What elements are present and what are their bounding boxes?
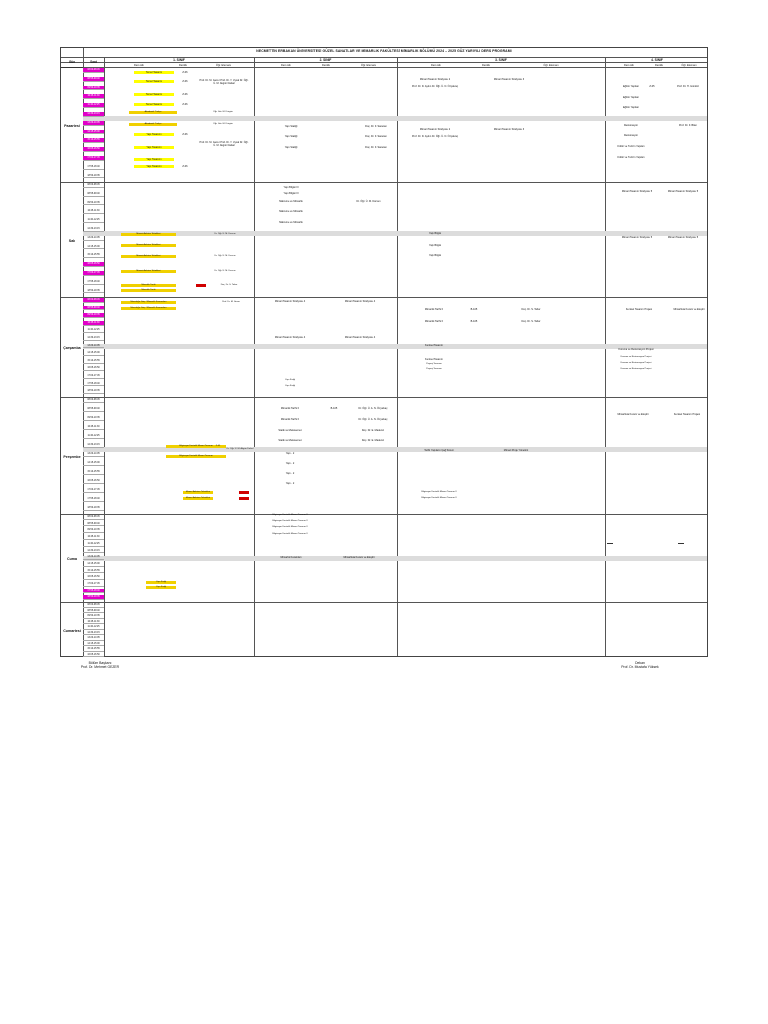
teacher-cell: Öğr. Gör. M. Dürgün [213,123,233,125]
teacher-cell: Dr. Öğr. Ü. M. Dursun [214,255,236,257]
header-room: Derslik [179,63,187,67]
day-block-sali [61,182,83,298]
day-label: Perşembe [63,454,81,459]
dash-mark [678,543,684,544]
course-cell: Eğitim Yapıları [622,85,640,88]
course-cell: Yapı Statiği [284,146,298,149]
time-slot: 09:50-10:35 [83,528,104,533]
teacher-cell: Dr. Öğr. Ü. M. Akgün Dalsal [226,448,254,450]
time-slot: 12:30-13:15 [83,112,104,117]
time-slot: 16:05-16:50 [83,653,104,658]
course-cell: Mimari Anlatım Teknikleri [183,497,213,500]
course-cell: Yapı - 2 [285,462,295,465]
teacher-cell: Prof. Dr. F. Bilen [678,124,698,127]
time-slot: 08:00-08:45 [83,603,104,608]
time-slot: 11:40-12:25 [83,434,104,439]
day-label: Cuma [67,557,77,561]
course-cell: Yapı Tasarımı [134,146,174,149]
time-slot: 13:20-14:05 [83,121,104,126]
course-cell: Mimari Tasarım Stüdyosu 5 [621,190,653,193]
course-cell: Mimarlığa Giriş / Mimarlık Kavramları [121,301,176,304]
time-slot: 17:00-17:45 [83,488,104,493]
header-teacher: Öğr. Elemanı [543,63,559,67]
time-slot: 08:55-09:40 [83,77,104,82]
time-slot: 18:50-19:35 [83,595,104,600]
room-cell: Z-06 [182,103,188,106]
time-slot: 15:10-15:55 [83,253,104,258]
teacher-cell: Doç. Dr. F. Saracan [365,135,387,138]
course-cell: Yapı Bilgisi [428,244,442,247]
course-cell: Mimari Tasarım Stüdyosu 3 [493,78,525,81]
time-slot: 12:30-13:15 [83,227,104,232]
teacher-cell: Doç. Dr. S. Tabur [521,308,541,311]
header-time: Saat [90,60,97,64]
course-cell: Restorasyon [623,134,639,137]
course-cell: Koruma ve Restorasyon Projesi [618,348,654,351]
break-band [83,231,707,236]
course-cell: Yapı - 2 [285,482,295,485]
time-slot: 17:55-18:40 [83,497,104,502]
time-slot: 10:45-11:30 [83,620,104,625]
course-cell: Koruma ve Restorasyon Projesi [620,368,652,370]
header-teacher: Öğr. Elemanı [360,63,377,67]
course-cell: Mimari Anlatım Teknikleri [183,491,213,494]
course-cell: Kentsel Tasarım [425,358,443,361]
day-separator [61,514,707,515]
teacher-cell: Prof. Dr. M. Gezer Prof. Dr. Y. Uysal Dr. Öğr. Ü. M. Akgün Dalsal [199,141,249,147]
course-cell: Bilgisayar Destekli Mimari Tasarım [166,445,226,448]
signature-role: Bölüm Başkanı [88,661,112,665]
header-room: Derslik [322,63,330,67]
course-cell: Mimari Anlatım Teknikleri [121,233,176,236]
signature-left [60,661,140,669]
course-cell: Temel Tasarım [134,103,174,106]
course-cell: Mimarlık Tarihi II [424,320,444,323]
alert-marker [239,497,249,500]
teacher-cell: Doç. Dr. S. Tabur [521,320,541,323]
course-cell: Yapı - 2 [285,452,295,455]
page-title: NECMETTİN ERBAKAN ÜNİVERSİTESİ GÜZEL SANATLAR VE MİMARLIK FAKÜLTESİ MİMARLIK BÖLÜMÜ 2024 – 2025 GÜZ YARIYILI DERS PROGRAMI [256,49,512,53]
header-course: Ders Adı [281,63,291,67]
header-teacher: Öğr. Elemanı [681,63,697,67]
break-band [83,116,707,121]
time-slot: 08:00-08:45 [83,183,104,188]
time-slot: 10:45-11:30 [83,321,104,326]
course-cell: Mimarlıkta Kuram ve Eleştiri [673,308,705,311]
time-slot: 15:10-15:55 [83,647,104,652]
break-band [83,556,707,561]
time-slot: 15:10-15:55 [83,138,104,143]
course-cell: Mimarlık Tarihi II [280,407,300,410]
header-day: Gün [68,60,76,64]
course-cell: Restorasyon [623,124,639,127]
header-class-2: 2. SINIF [319,58,332,62]
time-slot: 11:40-12:25 [83,542,104,547]
time-slot: 11:40-12:25 [83,218,104,223]
course-cell: Yapı Tasarımı [134,165,174,168]
day-separator [61,182,707,183]
course-cell: Peyzaj Tasarımı [426,368,442,370]
course-cell: Mimari Anlatım Teknikleri [121,244,176,247]
time-slot: 15:10-15:55 [83,569,104,574]
course-cell: Mimari Tasarım Stüdyosu 4 [274,336,306,339]
course-cell: Bilgisayar Destekli Mimari Tasarım II [272,520,308,522]
course-cell: Eğitim Yapıları [622,106,640,109]
course-cell: Temel Tasarım [134,80,174,83]
time-slot: 14:15-15:00 [83,351,104,356]
teacher-cell: Öğr. Gör. M. Dürgün [213,111,233,113]
time-slot: 14:15-15:00 [83,642,104,647]
course-cell: Yapı Statiği [284,135,298,138]
course-cell: Bilgisayar Destekli Mimari Tasarım II [272,514,308,516]
course-cell: Malzeme ve Mimarlık [279,200,303,203]
header-room: Derslik [655,63,663,67]
time-slot: 18:50-19:35 [83,506,104,511]
course-cell: Yapı Bilgisi [428,254,442,257]
time-slot: 18:50-19:35 [83,389,104,394]
time-slot: 16:05-16:50 [83,575,104,580]
column-divider [605,58,606,656]
course-cell: Mimari Tasarım Stüdyosu 4 [344,336,376,339]
course-cell: Mimarlık Kuramları [280,556,302,559]
course-cell: Mimarlıkta Kuram ve Eleştiri [343,556,375,559]
time-slot: 17:00-17:45 [83,582,104,587]
course-cell: Koruma ve Restorasyon Projesi [620,362,652,364]
header-class-1: 1. SINIF [173,58,185,62]
teacher-cell: Dr. Öğr. Ü. A. N. Özyalvaç [358,407,388,410]
course-cell: Peyzaj Tasarımı [426,363,442,365]
course-cell: Yapı Fiziği [146,581,176,584]
teacher-cell: Dr. Öğr. Ü. M. Dursun [214,270,236,272]
time-slot: 11:40-12:25 [83,103,104,108]
teacher-cell: Doç. Dr. E. Madenci [361,439,385,442]
time-slot: 14:15-15:00 [83,562,104,567]
teacher-cell: Prof. Dr. M. Gezer Prof. Dr. Y. Uysal Dr. Öğr. Ü. M. Akgün Dalsal [199,79,249,85]
header-room: Derslik [482,63,490,67]
course-cell: Akademik Türkçe [129,111,177,114]
room-cell: B-105 [330,407,338,410]
column-divider [104,58,105,656]
time-slot: 13:20-14:05 [83,452,104,457]
time-slot: 17:55-18:40 [83,280,104,285]
time-slot: 17:55-18:40 [83,382,104,387]
day-label: Pazartesi [64,123,80,128]
course-cell: Bilgisayar Destekli Mimari Tasarım [166,455,226,458]
time-slot: 10:45-11:30 [83,94,104,99]
course-cell: Temel Tasarım [134,93,174,96]
course-cell: Statik ve Mukavemet [278,439,302,442]
time-slot: 12:30-13:15 [83,549,104,554]
course-cell: Mimari Tasarım Stüdyosu 5 [667,190,699,193]
teacher-cell: Prof. Dr. H. Gündüz [677,85,699,88]
course-cell: Bilgisayar Destekli Mimari Tasarım II [421,497,457,499]
alert-marker [239,491,249,494]
time-slot: 08:00-08:45 [83,298,104,303]
course-cell: Yapı Fiziği [146,586,176,589]
time-slot: 17:55-18:40 [83,165,104,170]
time-slot: 10:45-11:30 [83,535,104,540]
course-cell: Mimarlık Tarihi II [280,418,300,421]
dash-mark [607,543,613,544]
day-block-persembe [61,397,83,515]
time-slot: 12:30-13:15 [83,631,104,636]
course-cell: Yapı - 2 [285,472,295,475]
time-slot: 16:05-16:50 [83,366,104,371]
day-label: Cumartesi [63,629,81,633]
room-cell: B-105 [470,320,478,323]
course-cell: Kentsel Tasarım [425,344,443,347]
day-block-pazartesi [61,67,83,183]
teacher-cell: Doç. Dr. E. Madenci [361,429,385,432]
room-cell: Z-05 [649,85,655,88]
time-slot: 14:15-15:00 [83,461,104,466]
time-slot: 18:50-19:35 [83,174,104,179]
signature-name: Prof. Dr. Mustafa Yüksek [621,665,659,670]
course-cell: Mimari Proje Yönetimi [503,449,529,452]
course-cell: Tarihi Yapıların Çağ Süreci [424,449,454,452]
course-cell: Bilgisayar Destekli Mimari Tasarım II [272,526,308,528]
time-slot: 17:00-17:45 [83,156,104,161]
header-course: Ders Adı [134,63,144,67]
time-slot: 08:00-08:45 [83,398,104,403]
time-slot: 08:00-08:45 [83,68,104,73]
teacher-cell: Prof. Dr. D. Aydın Dr. Öğr. Ü. N. Özyalvaç [412,135,458,138]
day-separator [61,602,707,603]
room-cell: Z-06 [182,71,188,74]
teacher-cell: Doç. Dr. F. Saracan [365,125,387,128]
time-slot: 08:55-09:40 [83,609,104,614]
time-slot: 08:55-09:40 [83,407,104,412]
time-slot: 08:00-08:45 [83,515,104,520]
time-slot: 18:50-19:35 [83,289,104,294]
course-cell: Kültür ve Turizm Yapıları [617,156,645,159]
teacher-cell: Doç. Dr. F. Saracan [365,146,387,149]
course-cell: Bilgisayar Destekli Mimari Tasarım II [272,533,308,535]
course-cell: Mimarlık Tarihi II [424,308,444,311]
course-cell: Mimari Anlatım Teknikleri [121,255,176,258]
course-cell: Yapı Tasarımı [134,158,174,161]
course-cell: Kentsel Tasarım Projesi [673,413,701,416]
time-slot: 09:50-10:35 [83,201,104,206]
time-slot: 14:15-15:00 [83,245,104,250]
course-cell: Kentsel Tasarım Projesi [625,308,653,311]
course-cell: Kültür ve Turizm Yapıları [617,145,645,148]
time-slot: 17:55-18:40 [83,589,104,594]
course-cell: Mimari Tasarım Stüdyosu 3 [493,128,525,131]
time-slot: 12:30-13:15 [83,336,104,341]
room-cell: B-105 [470,308,478,311]
time-slot: 15:10-15:55 [83,470,104,475]
day-block-cumartesi [61,602,83,659]
time-slot: 16:05-16:50 [83,147,104,152]
course-cell: Mimari Tasarım Stüdyosu 4 [344,300,376,303]
header-teacher: Öğr. Elemanı [215,63,232,67]
alert-marker [196,284,206,287]
course-cell: Mimari Tasarım Stüdyosu 5 [667,236,699,239]
time-slot: 08:55-09:40 [83,192,104,197]
signature-name: Prof. Dr. Mehmet GEZER [80,665,120,670]
time-slot: 11:40-12:25 [83,625,104,630]
course-cell: Yapı Fiziği [284,379,296,381]
time-slot: 16:05-16:50 [83,262,104,267]
header-class-3: 3. SINIF [495,58,507,62]
teacher-cell: Prof. Dr. D. Aydın Dr. Öğr. Ü. N. Özyalvaç [412,85,458,88]
day-label: Çarşamba [63,346,81,350]
room-cell: Z-06 [182,165,188,168]
time-slot: 13:20-14:05 [83,236,104,241]
course-cell: Mimari Tasarım Stüdyosu 2 [419,128,451,131]
room-cell: Z-05 [215,445,221,447]
time-slot: 08:55-09:40 [83,306,104,311]
teacher-cell: Dr. Öğr. Ü. A. N. Özyalvaç [358,418,388,421]
course-cell: Mimarlık Tarihi [121,289,176,292]
course-cell: Mimari Tasarım Stüdyosu 2 [419,78,451,81]
time-slot: 12:30-13:15 [83,443,104,448]
room-cell: Z-06 [182,133,188,136]
course-cell: Yapı Bilgisi III [283,186,299,189]
course-cell: Malzeme ve Mimarlık [279,210,303,213]
course-cell: Yapı Bilgisi III [283,192,299,195]
course-cell: Yapı Statiği [284,125,298,128]
teacher-cell: Prof. Dr. M. Gezer [222,301,240,303]
day-separator [61,297,707,298]
time-slot: 09:50-10:35 [83,313,104,318]
course-cell: Bilgisayar Destekli Mimari Tasarım II [421,491,457,493]
time-slot: 08:55-09:40 [83,522,104,527]
course-cell: Mimarlıkta Kuram ve Eleştiri [617,413,649,416]
course-cell: Koruma ve Restorasyon Projesi [620,356,652,358]
course-cell: Mimari Anlatım Teknikleri [121,270,176,273]
schedule-sheet [60,47,708,657]
course-cell: Temel Tasarım [134,71,174,74]
course-cell: Mimarlığa Giriş / Mimarlık Kavramları [121,307,176,310]
column-divider [254,58,255,656]
course-cell: Mimari Tasarım Stüdyosu 5 [621,236,653,239]
day-block-carsamba [61,297,83,398]
time-slot: 16:05-16:50 [83,479,104,484]
column-divider [397,58,398,656]
course-cell: Yapı Fiziği [284,385,296,387]
room-cell: Z-06 [182,80,188,83]
time-slot: 14:15-15:00 [83,130,104,135]
course-cell: Akademik Türkçe [129,123,177,126]
time-slot: 17:00-17:45 [83,374,104,379]
time-slot: 10:45-11:30 [83,209,104,214]
day-separator [61,397,707,398]
day-block-cuma [61,514,83,603]
time-slot: 13:20-14:05 [83,636,104,641]
course-cell: Yapı Bilgisi [428,232,442,235]
teacher-cell: Dr. Öğr. Ü. M. Dursun [356,200,381,203]
header-class-4: 4. SINIF [651,58,663,62]
time-slot: 09:50-10:35 [83,614,104,619]
course-cell: Statik ve Mukavemet [278,429,302,432]
time-slot: 09:50-10:35 [83,86,104,91]
course-cell: Mimari Tasarım Stüdyosu 4 [274,300,306,303]
teacher-cell: Dr. Öğr. Ü. M. Dursun [214,233,236,235]
signature-right [600,661,680,669]
time-slot: 17:00-17:45 [83,271,104,276]
header-divider [61,67,707,68]
course-cell: Mimarlık Tarihi [121,284,176,287]
time-slot: 10:45-11:30 [83,425,104,430]
header-course: Ders Adı [624,63,634,67]
time-slot: 11:40-12:25 [83,328,104,333]
teacher-cell: Doç. Dr. S. Tabur [220,284,238,286]
time-slot: 13:20-14:05 [83,555,104,560]
room-cell: Z-06 [182,93,188,96]
course-cell: Malzeme ve Mimarlık [279,221,303,224]
course-cell: Yapı Tasarımı [134,133,174,136]
time-slot: 13:20-14:05 [83,344,104,349]
signature-role: Dekan [635,661,645,665]
header-course: Ders Adı [431,63,441,67]
course-cell: Eğitim Yapıları [622,96,640,99]
time-slot: 09:50-10:35 [83,416,104,421]
time-slot: 15:10-15:55 [83,359,104,364]
break-band [83,447,707,452]
day-label: Salı [68,238,76,243]
